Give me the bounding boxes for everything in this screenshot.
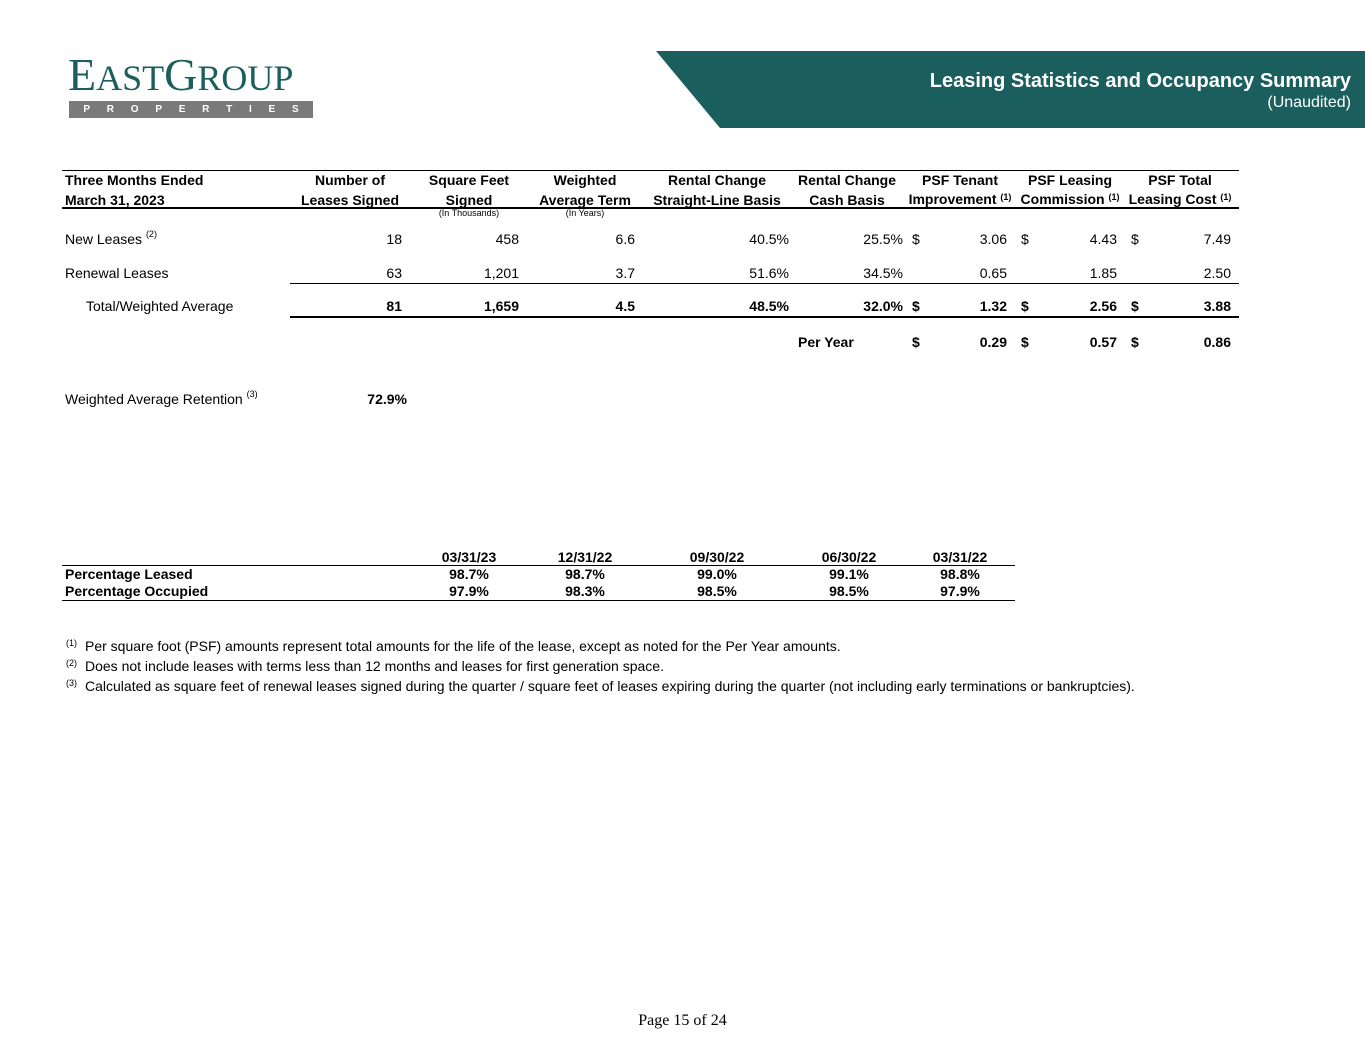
cell-straight-line: 48.5% bbox=[749, 298, 789, 314]
cell-sqft: 1,659 bbox=[483, 298, 519, 314]
logo-sub-letter: S bbox=[291, 104, 299, 115]
period-date: March 31, 2023 bbox=[65, 192, 165, 208]
occupancy-cell: 99.1% bbox=[829, 566, 869, 582]
footnote-mark: (1) bbox=[66, 638, 77, 648]
row-label-text: New Leases bbox=[65, 231, 143, 247]
page-subtitle: (Unaudited) bbox=[1267, 94, 1351, 111]
cell-term: 3.7 bbox=[615, 265, 635, 281]
logo-letter: E bbox=[68, 49, 97, 100]
occupancy-cell: 98.8% bbox=[940, 566, 980, 582]
col-header-line2: Leases Signed bbox=[300, 192, 400, 208]
footnote-text: Per square foot (PSF) amounts represent total amounts for the life of the lease, except as noted for the Per Year amounts. bbox=[85, 638, 841, 654]
cell-cash: 32.0% bbox=[863, 298, 903, 314]
occupancy-cell: 98.5% bbox=[829, 583, 869, 599]
logo-sub-letter: I bbox=[249, 104, 252, 115]
occupancy-cell: 98.7% bbox=[565, 566, 605, 582]
cell-sqft: 458 bbox=[495, 231, 519, 247]
logo-sub-letter: P bbox=[83, 104, 91, 115]
footnote-ref: (2) bbox=[145, 229, 157, 239]
cell-straight-line: 40.5% bbox=[749, 231, 789, 247]
cell-straight-line: 51.6% bbox=[749, 265, 789, 281]
row-label: Percentage Leased bbox=[65, 566, 193, 582]
footnote bbox=[66, 638, 841, 654]
table-top-rule bbox=[62, 170, 1239, 171]
col-header-line1: Weighted bbox=[553, 172, 617, 188]
cell-term: 6.6 bbox=[615, 231, 635, 247]
logo-letters: AST bbox=[96, 58, 165, 98]
cell-cash: 25.5% bbox=[863, 231, 903, 247]
cell-sqft: 1,201 bbox=[483, 265, 519, 281]
cell-total-leasing-cost: 3.88 bbox=[1203, 298, 1231, 314]
col-header-text: Commission bbox=[1020, 191, 1105, 207]
col-header-line1: PSF Tenant bbox=[922, 172, 998, 188]
cell-leasing-commission: 4.43 bbox=[1089, 231, 1117, 247]
occupancy-header-rule bbox=[62, 565, 1015, 566]
occupancy-cell: 99.0% bbox=[697, 566, 737, 582]
header-bottom-rule bbox=[62, 207, 1239, 209]
cell-leases: 81 bbox=[386, 298, 402, 314]
col-unit: (In Thousands) bbox=[438, 208, 500, 218]
col-header-line2: Average Term bbox=[539, 192, 631, 208]
footnote bbox=[66, 678, 1135, 694]
cell-tenant-improvement: 0.29 bbox=[979, 334, 1007, 350]
logo-wordmark bbox=[68, 49, 294, 101]
logo-sub-letter: P bbox=[155, 104, 162, 115]
cell-leases: 63 bbox=[386, 265, 402, 281]
logo-sub-letter: R bbox=[106, 104, 115, 115]
row-label: Renewal Leases bbox=[65, 265, 169, 281]
occupancy-date-header: 03/31/22 bbox=[932, 549, 988, 565]
cell-leasing-commission: 2.56 bbox=[1089, 298, 1117, 314]
footnote-ref: (3) bbox=[246, 389, 258, 399]
col-header-line2 bbox=[1129, 191, 1232, 207]
logo-properties-bar bbox=[69, 101, 313, 118]
col-header-text: Leasing Cost bbox=[1128, 191, 1217, 207]
row-label: Total/Weighted Average bbox=[86, 298, 234, 314]
subtotal-rule bbox=[290, 283, 1239, 284]
col-header-line1: PSF Leasing bbox=[1027, 172, 1113, 188]
cell-leasing-commission: 0.57 bbox=[1089, 334, 1117, 350]
currency-symbol: $ bbox=[1131, 231, 1139, 247]
cell-total-leasing-cost: 2.50 bbox=[1203, 265, 1231, 281]
cell-tenant-improvement: 0.65 bbox=[979, 265, 1007, 281]
footnote-ref: (1) bbox=[1220, 192, 1232, 202]
retention-value: 72.9% bbox=[367, 391, 407, 407]
page-number: Page 15 of 24 bbox=[638, 1012, 727, 1029]
total-rule bbox=[290, 316, 1239, 318]
col-header-line1: Rental Change bbox=[667, 172, 767, 188]
currency-symbol: $ bbox=[912, 231, 920, 247]
logo-letters: ROUP bbox=[197, 58, 294, 98]
footnote-mark: (2) bbox=[66, 658, 77, 668]
row-label bbox=[65, 231, 157, 247]
col-header-line1: Rental Change bbox=[797, 172, 897, 188]
col-header-line2 bbox=[1021, 191, 1120, 207]
logo-sub-letter: R bbox=[202, 104, 210, 115]
occupancy-cell: 98.3% bbox=[565, 583, 605, 599]
cell-tenant-improvement: 3.06 bbox=[979, 231, 1007, 247]
cell-leases: 18 bbox=[386, 231, 402, 247]
currency-symbol: $ bbox=[912, 334, 920, 350]
occupancy-date-header: 09/30/22 bbox=[689, 549, 745, 565]
col-header-line2 bbox=[909, 191, 1012, 207]
cell-term: 4.5 bbox=[615, 298, 635, 314]
period-label: Three Months Ended bbox=[65, 172, 204, 188]
logo-letter: G bbox=[164, 49, 198, 100]
occupancy-cell: 97.9% bbox=[940, 583, 980, 599]
col-header-line2: Straight-Line Basis bbox=[653, 192, 781, 208]
occupancy-date-header: 03/31/23 bbox=[441, 549, 497, 565]
occupancy-date-header: 12/31/22 bbox=[557, 549, 613, 565]
footnote-mark: (3) bbox=[66, 678, 77, 688]
cell-leasing-commission: 1.85 bbox=[1089, 265, 1117, 281]
footnote-ref: (1) bbox=[1000, 192, 1012, 202]
occupancy-date-header: 06/30/22 bbox=[821, 549, 877, 565]
currency-symbol: $ bbox=[1131, 334, 1139, 350]
retention-label-text: Weighted Average Retention bbox=[65, 391, 243, 407]
col-header-line1: Square Feet bbox=[428, 172, 510, 188]
logo-sub-letter: E bbox=[268, 104, 276, 115]
footnote-text: Does not include leases with terms less than 12 months and leases for first generation space. bbox=[85, 658, 664, 674]
footnote-text: Calculated as square feet of renewal leases signed during the quarter / square feet of leases expiring during the quarter (not including early terminations or bankruptcies). bbox=[85, 678, 1135, 694]
occupancy-cell: 98.7% bbox=[449, 566, 489, 582]
col-header-text: Improvement bbox=[908, 191, 997, 207]
row-label: Percentage Occupied bbox=[65, 583, 209, 599]
occupancy-cell: 97.9% bbox=[449, 583, 489, 599]
cell-cash: 34.5% bbox=[863, 265, 903, 281]
cell-tenant-improvement: 1.32 bbox=[979, 298, 1007, 314]
cell-total-leasing-cost: 7.49 bbox=[1203, 231, 1231, 247]
col-header-line1: PSF Total bbox=[1148, 172, 1212, 188]
footnote bbox=[66, 658, 664, 674]
col-unit: (In Years) bbox=[565, 208, 605, 218]
cell-total-leasing-cost: 0.86 bbox=[1203, 334, 1231, 350]
col-header-line1: Number of bbox=[315, 172, 385, 188]
logo-sub-letter: T bbox=[226, 104, 233, 115]
logo-sub-letter: E bbox=[178, 104, 186, 115]
currency-symbol: $ bbox=[1021, 334, 1029, 350]
occupancy-bottom-rule bbox=[62, 600, 1015, 601]
occupancy-cell: 98.5% bbox=[697, 583, 737, 599]
per-year-label: Per Year bbox=[798, 334, 854, 350]
retention-label bbox=[65, 391, 258, 407]
page-title: Leasing Statistics and Occupancy Summary bbox=[929, 70, 1351, 92]
col-header-line2: Signed bbox=[445, 192, 493, 208]
footnote-ref: (1) bbox=[1108, 192, 1120, 202]
logo-sub-letter: O bbox=[130, 104, 139, 115]
currency-symbol: $ bbox=[912, 298, 920, 314]
col-header-line2: Cash Basis bbox=[809, 192, 885, 208]
currency-symbol: $ bbox=[1021, 298, 1029, 314]
currency-symbol: $ bbox=[1131, 298, 1139, 314]
currency-symbol: $ bbox=[1021, 231, 1029, 247]
